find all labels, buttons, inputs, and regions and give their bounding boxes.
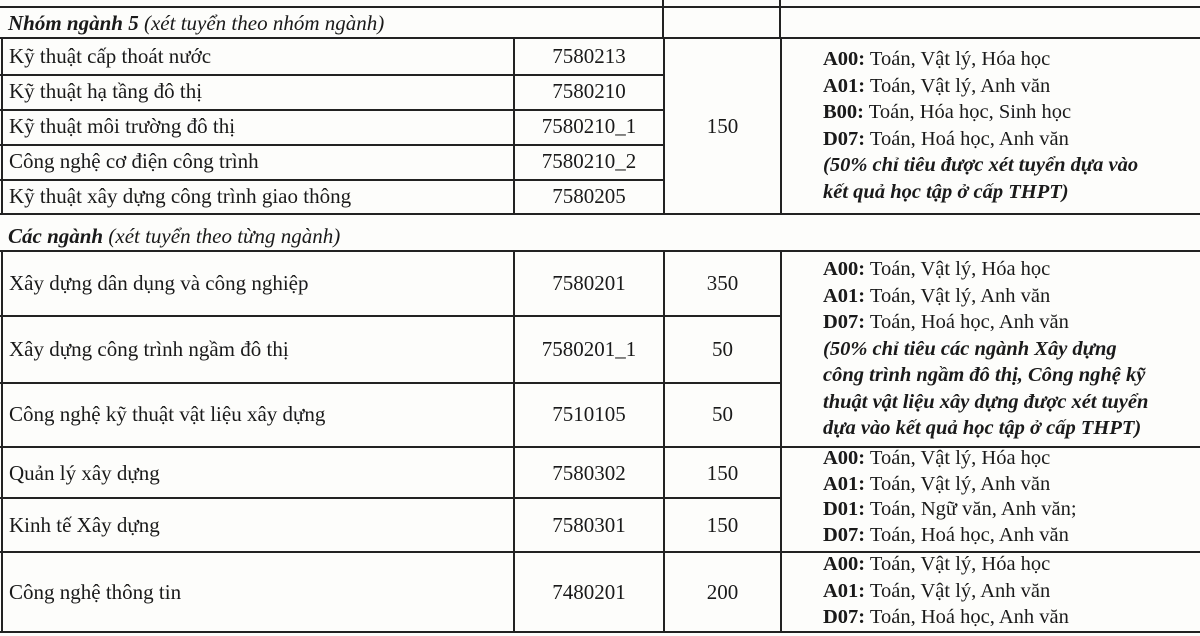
subject-combo xyxy=(823,604,1069,631)
col-divider xyxy=(780,250,782,633)
combo-subjects: Toán, Hoá học, Anh văn xyxy=(865,523,1069,546)
majors-title-bold: Các ngành xyxy=(8,224,104,248)
combo-subjects: Toán, Hóa học, Sinh học xyxy=(864,101,1072,123)
major-name: Kỹ thuật xây dựng công trình giao thông xyxy=(9,184,352,208)
major-name: Kinh tế Xây dựng xyxy=(9,513,160,537)
col-divider xyxy=(663,250,665,633)
group5-header-bottom xyxy=(0,37,1200,39)
combo-subjects: Toán, Vật lý, Hóa học xyxy=(865,447,1051,469)
subject-combo xyxy=(823,523,1077,549)
row-divider xyxy=(0,109,663,111)
combo-code: A00: xyxy=(823,553,866,575)
subject-combo xyxy=(823,578,1069,605)
combo-subjects: Toán, Vật lý, Hóa học xyxy=(865,553,1051,575)
row-divider xyxy=(0,179,663,181)
col-divider xyxy=(662,0,664,37)
major-code: 7480201 xyxy=(552,580,626,604)
major-code: 7510105 xyxy=(552,402,626,426)
combo-code: D01: xyxy=(823,498,866,520)
combo-code: D07: xyxy=(823,606,866,628)
quota-note: dựa vào kết quả học tập ở cấp THPT) xyxy=(823,417,1142,439)
combo-subjects: Toán, Vật lý, Hóa học xyxy=(865,258,1051,280)
subject-combo xyxy=(823,46,1138,73)
group5-title-note: (xét tuyển theo nhóm ngành) xyxy=(143,11,385,35)
group5-quota: 150 xyxy=(706,114,739,138)
combo-subjects: Toán, Vật lý, Anh văn xyxy=(865,579,1051,602)
subject-combo-list xyxy=(823,46,1138,205)
bottom-border xyxy=(0,631,1200,633)
subject-combo-list xyxy=(823,551,1069,631)
quota-note: (50% chỉ tiêu được xét tuyển dựa vào xyxy=(823,154,1139,176)
major-name: Quản lý xây dựng xyxy=(9,461,160,485)
left-border xyxy=(1,250,3,633)
major-name: Kỹ thuật cấp thoát nước xyxy=(9,44,212,68)
row-divider xyxy=(0,144,663,146)
group5-title-bold: Nhóm ngành 5 xyxy=(8,11,139,35)
quota-note: kết quả học tập ở cấp THPT) xyxy=(823,180,1069,203)
combo-subjects: Toán, Hoá học, Anh văn xyxy=(865,606,1069,628)
combo-subjects: Toán, Hoá học, Anh văn xyxy=(865,127,1069,150)
quota-note: công trình ngầm đô thị, Công nghệ kỹ xyxy=(823,364,1146,386)
majors-title xyxy=(8,224,340,248)
subject-combo xyxy=(823,283,1148,310)
subject-combo xyxy=(823,309,1148,336)
subject-combo xyxy=(823,99,1138,126)
major-name: Công nghệ kỹ thuật vật liệu xây dựng xyxy=(9,402,326,426)
combo-subjects: Toán, Vật lý, Anh văn xyxy=(865,284,1051,307)
subject-combo xyxy=(823,551,1069,578)
major-code: 7580302 xyxy=(552,461,626,485)
combo-subjects: Toán, Ngữ văn, Anh văn; xyxy=(865,498,1077,520)
combo-code: A00: xyxy=(823,48,866,70)
major-quota: 150 xyxy=(706,513,739,537)
row-divider xyxy=(0,74,663,76)
combo-code: A01: xyxy=(823,472,866,495)
combo-subjects: Toán, Hoá học, Anh văn xyxy=(865,311,1069,333)
subject-combo xyxy=(823,126,1138,153)
group5-title xyxy=(8,11,384,35)
subject-combo xyxy=(823,472,1077,498)
major-quota: 200 xyxy=(706,580,739,604)
combo-subjects: Toán, Vật lý, Anh văn xyxy=(865,74,1051,97)
major-quota: 50 xyxy=(712,402,733,426)
major-name: Kỹ thuật hạ tầng đô thị xyxy=(9,79,203,103)
quota-note: thuật vật liệu xây dựng được xét tuyển xyxy=(823,390,1149,413)
combo-code: D07: xyxy=(823,311,866,333)
left-border xyxy=(1,37,3,213)
major-name: Kỹ thuật môi trường đô thị xyxy=(9,114,236,138)
major-quota: 50 xyxy=(712,337,733,361)
major-code: 7580201_1 xyxy=(541,337,637,361)
combo-code: A01: xyxy=(823,74,866,97)
major-code: 7580213 xyxy=(552,44,626,68)
major-code: 7580301 xyxy=(552,513,626,537)
subject-combo xyxy=(823,73,1138,100)
combo-code: A00: xyxy=(823,447,866,469)
combo-code: D07: xyxy=(823,127,866,150)
quota-note: (50% chỉ tiêu các ngành Xây dựng xyxy=(823,337,1117,360)
subject-combo xyxy=(823,497,1077,523)
combo-subjects: Toán, Vật lý, Hóa học xyxy=(865,48,1051,70)
combo-code: D07: xyxy=(823,523,866,546)
combo-code: A01: xyxy=(823,284,866,307)
major-quota: 350 xyxy=(706,271,739,295)
majors-header-bottom xyxy=(0,250,1200,252)
subject-combo xyxy=(823,256,1148,283)
major-name: Xây dựng dân dụng và công nghiệp xyxy=(9,271,309,295)
subject-combo xyxy=(823,446,1077,472)
subject-combo-list xyxy=(823,256,1148,442)
major-name: Công nghệ cơ điện công trình xyxy=(9,149,259,173)
major-code: 7580210_2 xyxy=(541,149,637,173)
major-name: Công nghệ thông tin xyxy=(9,580,182,604)
col-divider xyxy=(513,250,515,633)
major-code: 7580201 xyxy=(552,271,626,295)
col-divider xyxy=(779,0,781,37)
major-code: 7580210 xyxy=(552,79,626,103)
combo-code: B00: xyxy=(823,101,864,123)
col-divider xyxy=(780,37,782,213)
major-quota: 150 xyxy=(706,461,739,485)
majors-title-note: (xét tuyển theo từng ngành) xyxy=(108,224,341,248)
combo-subjects: Toán, Vật lý, Anh văn xyxy=(865,472,1051,495)
major-name: Xây dựng công trình ngầm đô thị xyxy=(9,337,289,361)
major-code: 7580205 xyxy=(552,184,626,208)
major-code: 7580210_1 xyxy=(541,114,637,138)
subject-combo-list xyxy=(823,446,1077,548)
combo-code: A00: xyxy=(823,258,866,280)
combo-code: A01: xyxy=(823,579,866,602)
top-border xyxy=(0,6,1200,8)
group5-bottom xyxy=(0,213,1200,215)
